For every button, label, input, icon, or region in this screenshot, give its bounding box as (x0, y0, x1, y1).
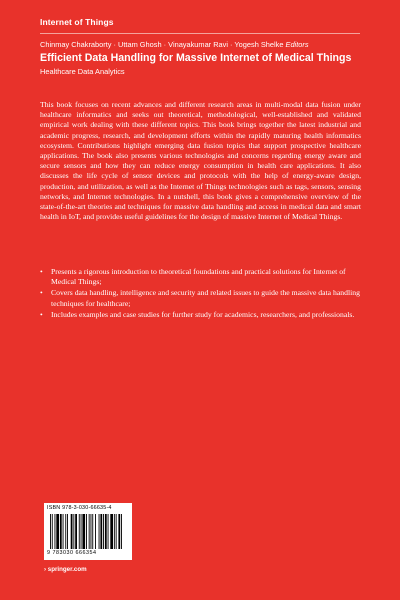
feature-item: • Covers data handling, intelligence and security and related issues to guide the massive data handling techniques for healthcare; (40, 288, 361, 308)
feature-item: • Presents a rigorous introduction to theoretical foundations and practical solutions for Internet of Medical Things; (40, 267, 361, 287)
editors-line (40, 40, 309, 49)
publisher-url: › springer.com (44, 566, 87, 573)
barcode-panel (44, 503, 132, 560)
feature-item: • Includes examples and case studies for further study for academics, researchers, and professionals. (40, 310, 361, 320)
feature-list (40, 267, 361, 321)
book-title: Efficient Data Handling for Massive Internet of Medical Things (40, 52, 352, 64)
header-divider (40, 33, 360, 34)
editor-names: Chinmay Chakraborty · Uttam Ghosh · Vinayakumar Ravi · Yogesh Shelke (40, 40, 284, 49)
subseries-name: Healthcare Data Analytics (40, 67, 125, 76)
series-name: Internet of Things (40, 17, 114, 27)
editors-label: Editors (285, 40, 309, 49)
barcode-digits: 9 783030 666354 (47, 550, 97, 556)
book-description: This book focuses on recent advances and different research areas in multi-modal data fusion under healthcare informatics and seeks out theoretical, methodological, well-established and validated empirical work dealing with these different topics. This book brings together the latest industrial and academic progress, research, and development efforts within the rapidly maturing health informatics ecosystem. Contributions highlight emerging data fusion topics that support prospective healthcare applications. The book also presents various technologies and concerns regarding energy aware and secure sensors and how they can reduce energy consumption in health care applications. It also discusses the life cycle of sensor devices and protocols with the help of energy-aware design, production, and utilization, as well as the Internet of Things technologies such as tags, sensors, sensing networks, and Internet technologies. In a nutshell, this book gives a comprehensive overview of the state-of-the-art theories and techniques for massive data handling and access in medical data and smart health in IoT, and provides useful guidelines for the design of massive Internet of Medical Things. (40, 100, 361, 222)
barcode-icon (50, 514, 126, 549)
isbn-label: ISBN 978-3-030-66635-4 (47, 505, 112, 511)
